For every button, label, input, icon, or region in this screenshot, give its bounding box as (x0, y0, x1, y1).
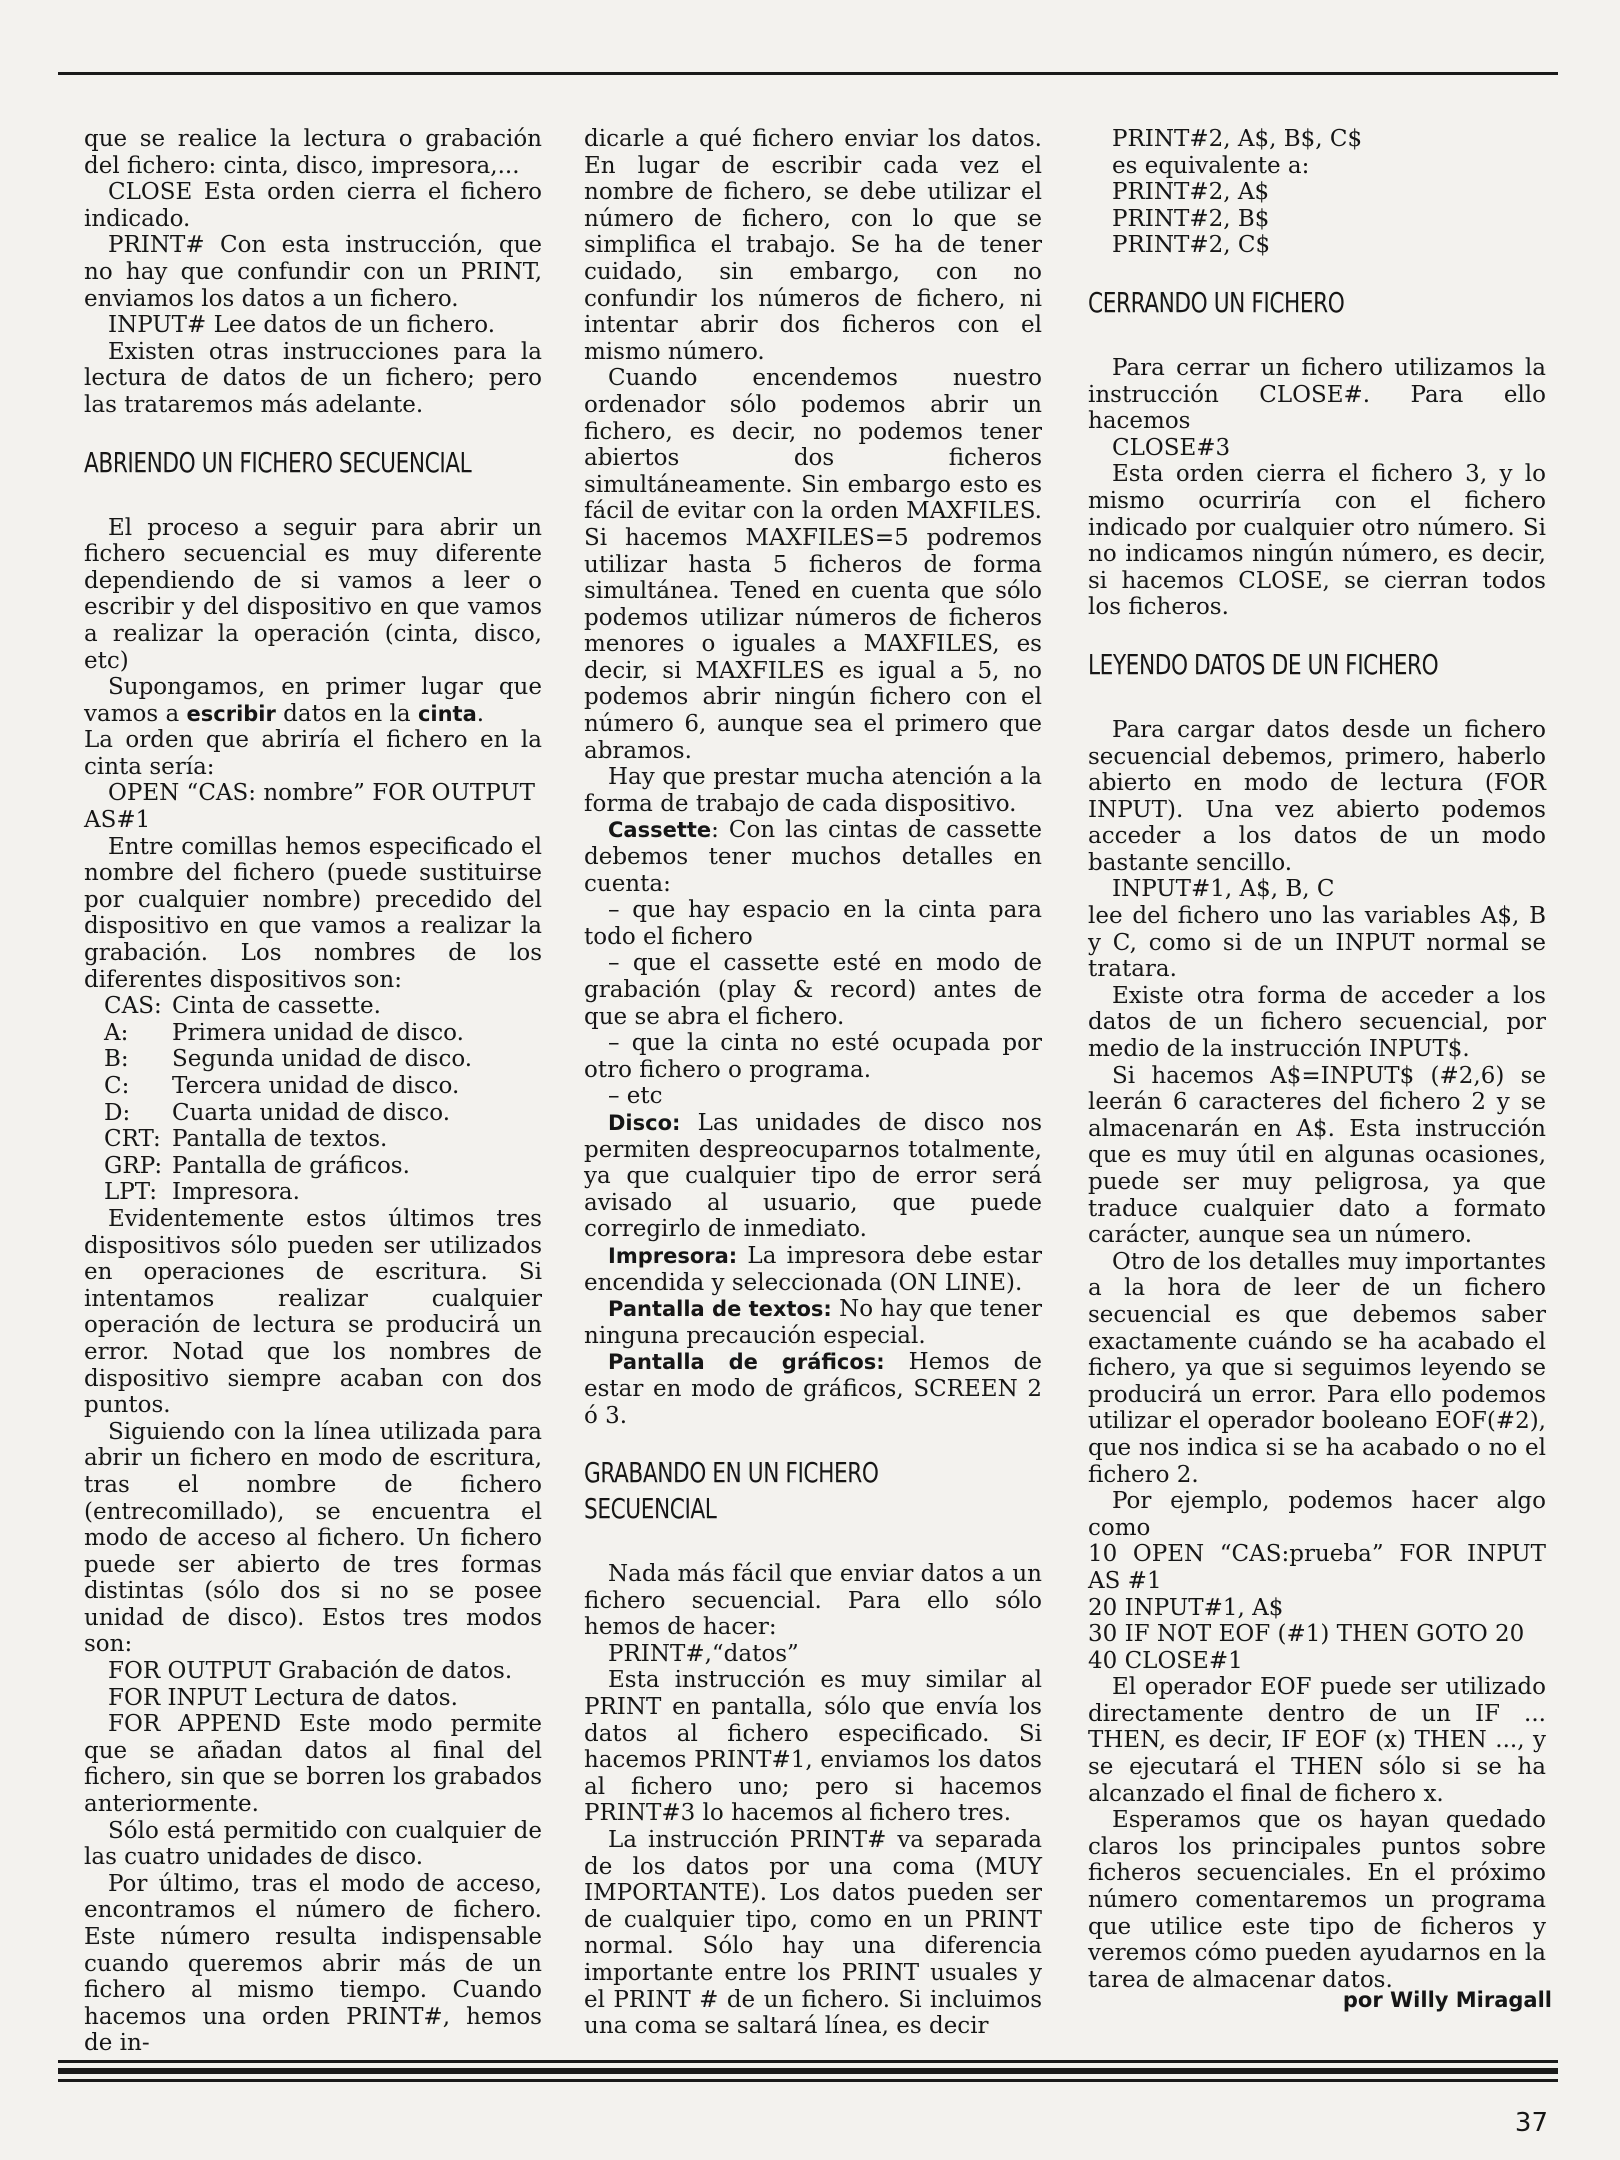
paragraph: Evidentemente estos últimos tres dispositivos sólo pueden ser utilizados en operaciones de escritura. Si intentamos realizar cualquier operación de lectura se producirá un error. Notad que los nombres de dispositivo siempre acaban con dos puntos. (84, 1205, 542, 1419)
code-line: OPEN “CAS: nombre” FOR OUTPUT AS#1 (84, 780, 536, 834)
paragraph: FOR OUTPUT Grabación de datos. (108, 1658, 513, 1685)
paragraph: Siguiendo con la línea utilizada para abrir un fichero en modo de escritura, tras el nombre de fichero (entrecomillado), se encuentra el modo de acceso al fichero. Un fichero puede ser abierto de tres formas distintas (sólo dos si no se posee unidad de disco). Estos tres modos son: (84, 1418, 542, 1658)
paragraph: La instrucción PRINT# va separada de los datos por una coma (MUY IMPORTANTE). Los datos pueden ser de cualquier tipo, como en un PRINT normal. Sólo hay una diferencia importante entre los PRINT usuales y el PRINT # de un fichero. Si incluimos una coma se saltará línea, es decir (584, 1827, 1042, 2040)
paragraph: es equivalente a: (1112, 152, 1310, 179)
code-line: PRINT#2, B$ (1112, 205, 1270, 232)
paragraph: El operador EOF puede ser utilizado directamente dentro de un IF ... THEN, es decir, IF EOF (x) THEN ..., y se ejecutará el THEN sólo si se ha alcanzado el final de fichero x. (1088, 1674, 1546, 1807)
paragraph: Impresora: La impresora debe estar encendida y seleccionada (ON LINE). (584, 1242, 1042, 1296)
paragraph: – etc (608, 1083, 663, 1110)
paragraph: Cuando encendemos nuestro ordenador sólo podemos abrir un fichero, es decir, no podemos tener abiertos dos ficheros simultáneamente. Sin embargo esto es fácil de evitar con la orden MAXFILES. Si hacemos MAXFILES=5 podremos utilizar hasta 5 ficheros de forma simultánea. Tened en cuenta que sólo podemos utilizar números de ficheros menores o iguales a MAXFILES, es decir, si MAXFILES es igual a 5, no podemos abrir ningún fichero con el número 6, aunque sea el primero que abramos. (584, 365, 1042, 764)
paragraph: La orden que abriría el fichero en la cinta sería: (84, 727, 542, 780)
code-line: INPUT#1, A$, B, C (1112, 876, 1335, 903)
column-3 (1088, 126, 1546, 1993)
code-line: PRINT#2, C$ (1112, 232, 1271, 259)
section-heading: GRABANDO EN UN FICHERO SECUENCIAL (584, 1456, 879, 1526)
top-rule (58, 72, 1558, 75)
code-line: 30 IF NOT EOF (#1) THEN GOTO 20 (1088, 1621, 1525, 1648)
paragraph: CLOSE Esta orden cierra el fichero indicado. (84, 179, 542, 232)
code-line: PRINT#,“datos” (608, 1640, 799, 1667)
column-1 (84, 126, 542, 2057)
code-line: 40 CLOSE#1 (1088, 1647, 1243, 1674)
paragraph: Pantalla de gráficos: Hemos de estar en modo de gráficos, SCREEN 2 ó 3. (584, 1349, 1042, 1429)
paragraph: El proceso a seguir para abrir un fichero secuencial es muy diferente dependiendo de si vamos a leer o escribir y del dispositivo en que vamos a realizar la operación (cinta, disco, etc) (84, 514, 542, 674)
code-line: PRINT#2, A$ (1112, 179, 1270, 206)
code-line: 10 OPEN “CAS:prueba” FOR INPUT AS #1 (1088, 1541, 1546, 1594)
device-row: B: Segunda unidad de disco. (104, 1046, 473, 1073)
paragraph: Esta instrucción es muy similar al PRINT en pantalla, sólo que envía los datos al fichero especificado. Si hacemos PRINT#1, enviamos los datos al fichero uno; pero si hacemos PRINT#3 lo hacemos al fichero tres. (584, 1667, 1042, 1827)
device-row: CRT: Pantalla de textos. (104, 1126, 388, 1153)
paragraph: Nada más fácil que enviar datos a un fichero secuencial. Para ello sólo hemos de hacer: (584, 1561, 1042, 1641)
bottom-rules (58, 2060, 1558, 2082)
paragraph: que se realice la lectura o grabación del fichero: cinta, disco, impresora,... (84, 126, 542, 179)
paragraph: INPUT# Lee datos de un fichero. (108, 312, 496, 339)
paragraph: Si hacemos A$=INPUT$ (#2,6) se leerán 6 caracteres del fichero 2 y se almacenarán en A$. Esta instrucción que es muy útil en algunas ocasiones, puede ser muy peligrosa, ya que traduce cualquier dato a formato carácter, aunque sea un número. (1088, 1062, 1546, 1249)
section-heading: LEYENDO DATOS DE UN FICHERO (1088, 647, 1439, 681)
paragraph: Entre comillas hemos especificado el nombre del fichero (puede sustituirse por cualquier nombre) precedido del dispositivo en que vamos a realizar la grabación. Los nombres de los diferentes dispositivos son: (84, 833, 542, 993)
rule-line (58, 2079, 1558, 2082)
paragraph: Disco: Las unidades de disco nos permiten despreocuparnos totalmente, ya que cualquier tipo de error será avisado al usuario, que puede corregirlo de inmediato. (584, 1109, 1042, 1243)
rule-line (58, 2068, 1558, 2074)
paragraph: – que hay espacio en la cinta para todo el fichero (584, 897, 1042, 950)
code-line: 20 INPUT#1, A$ (1088, 1594, 1284, 1621)
page-number: 37 (1514, 2108, 1548, 2138)
paragraph: Por ejemplo, podemos hacer algo como (1088, 1488, 1546, 1541)
code-line: PRINT#2, A$, B$, C$ (1112, 126, 1363, 152)
paragraph: Sólo está permitido con cualquier de las cuatro unidades de disco. (84, 1817, 542, 1871)
paragraph: Existen otras instrucciones para la lectura de datos de un fichero; pero las trataremos más adelante. (84, 338, 542, 418)
code-line: CLOSE#3 (1112, 434, 1231, 461)
paragraph: – que el cassette esté en modo de grabación (play & record) antes de que se abra el fichero. (584, 950, 1042, 1030)
paragraph: Cassette: Con las cintas de cassette debemos tener muchos detalles en cuenta: (584, 817, 1042, 897)
paragraph: Por último, tras el modo de acceso, encontramos el número de fichero. Este número resulta indispensable cuando queremos abrir más de un fichero al mismo tiempo. Cuando hacemos una orden PRINT#, hemos de in- (84, 1870, 542, 2057)
device-row: LPT: Impresora. (104, 1179, 300, 1206)
paragraph: FOR APPEND Este modo permite que se añadan datos al final del fichero, sin que se borren los grabados anteriormente. (84, 1711, 542, 1818)
author-byline: por Willy Miragall (1342, 1988, 1552, 2012)
paragraph: Hay que prestar mucha atención a la forma de trabajo de cada dispositivo. (584, 764, 1042, 817)
device-row: A: Primera unidad de disco. (104, 1019, 464, 1046)
paragraph: dicarle a qué fichero enviar los datos. En lugar de escribir cada vez el nombre de fichero, se debe utilizar el número de fichero, con lo que se simplifica el trabajo. Se ha de tener cuidado, sin embargo, con no confundir los números de fichero, ni intentar abrir dos ficheros con el mismo número. (584, 126, 1042, 365)
section-heading: ABRIENDO UN FICHERO SECUENCIAL (84, 445, 472, 479)
section-heading: CERRANDO UN FICHERO (1088, 285, 1345, 319)
device-row: C: Tercera unidad de disco. (104, 1073, 460, 1099)
paragraph: Para cerrar un fichero utilizamos la instrucción CLOSE#. Para ello hacemos (1088, 354, 1546, 435)
paragraph: – que la cinta no esté ocupada por otro fichero o programa. (584, 1030, 1042, 1083)
paragraph: Existe otra forma de acceder a los datos de un fichero secuencial, por medio de la instrucción INPUT$. (1088, 982, 1546, 1063)
paragraph: Esperamos que os hayan quedado claros los principales puntos sobre ficheros secuenciales. En el próximo número comentaremos un programa que utilice este tipo de ficheros y veremos cómo pueden ayudarnos en la tarea de almacenar datos. (1088, 1807, 1546, 1993)
paragraph: Supongamos, en primer lugar que vamos a escribir datos en la cinta. (84, 674, 542, 727)
paragraph: PRINT# Con esta instrucción, que no hay que confundir con un PRINT, enviamos los datos a un fichero. (84, 232, 542, 312)
paragraph: Pantalla de textos: No hay que tener ninguna precaución especial. (584, 1296, 1043, 1349)
paragraph: Otro de los detalles muy importantes a la hora de leer de un fichero secuencial es que debemos saber exactamente cuándo se ha acabado el fichero, ya que si seguimos leyendo se producirá un error. Para ello podemos utilizar el operador booleano EOF(#2), que nos indica si se ha acabado o no el fichero 2. (1088, 1248, 1546, 1488)
device-row: D: Cuarta unidad de disco. (104, 1099, 450, 1126)
rule-line (58, 2060, 1558, 2063)
device-list (104, 993, 542, 1206)
device-row: GRP: Pantalla de gráficos. (104, 1152, 410, 1179)
paragraph: FOR INPUT Lectura de datos. (108, 1684, 458, 1711)
paragraph: Esta orden cierra el fichero 3, y lo mismo ocurriría con el fichero indicado por cualquier otro número. Si no indicamos ningún número, es decir, si hacemos CLOSE, se cierran todos los ficheros. (1088, 461, 1546, 621)
paragraph: lee del fichero uno las variables A$, B y C, como si de un INPUT normal se tratara. (1088, 903, 1546, 983)
device-row: CAS: Cinta de cassette. (104, 993, 381, 1020)
paragraph: Para cargar datos desde un fichero secuencial debemos, primero, haberlo abierto en modo de lectura (FOR INPUT). Una vez abierto podemos acceder a los datos de un modo bastante sencillo. (1088, 716, 1546, 876)
column-2 (584, 126, 1042, 2040)
